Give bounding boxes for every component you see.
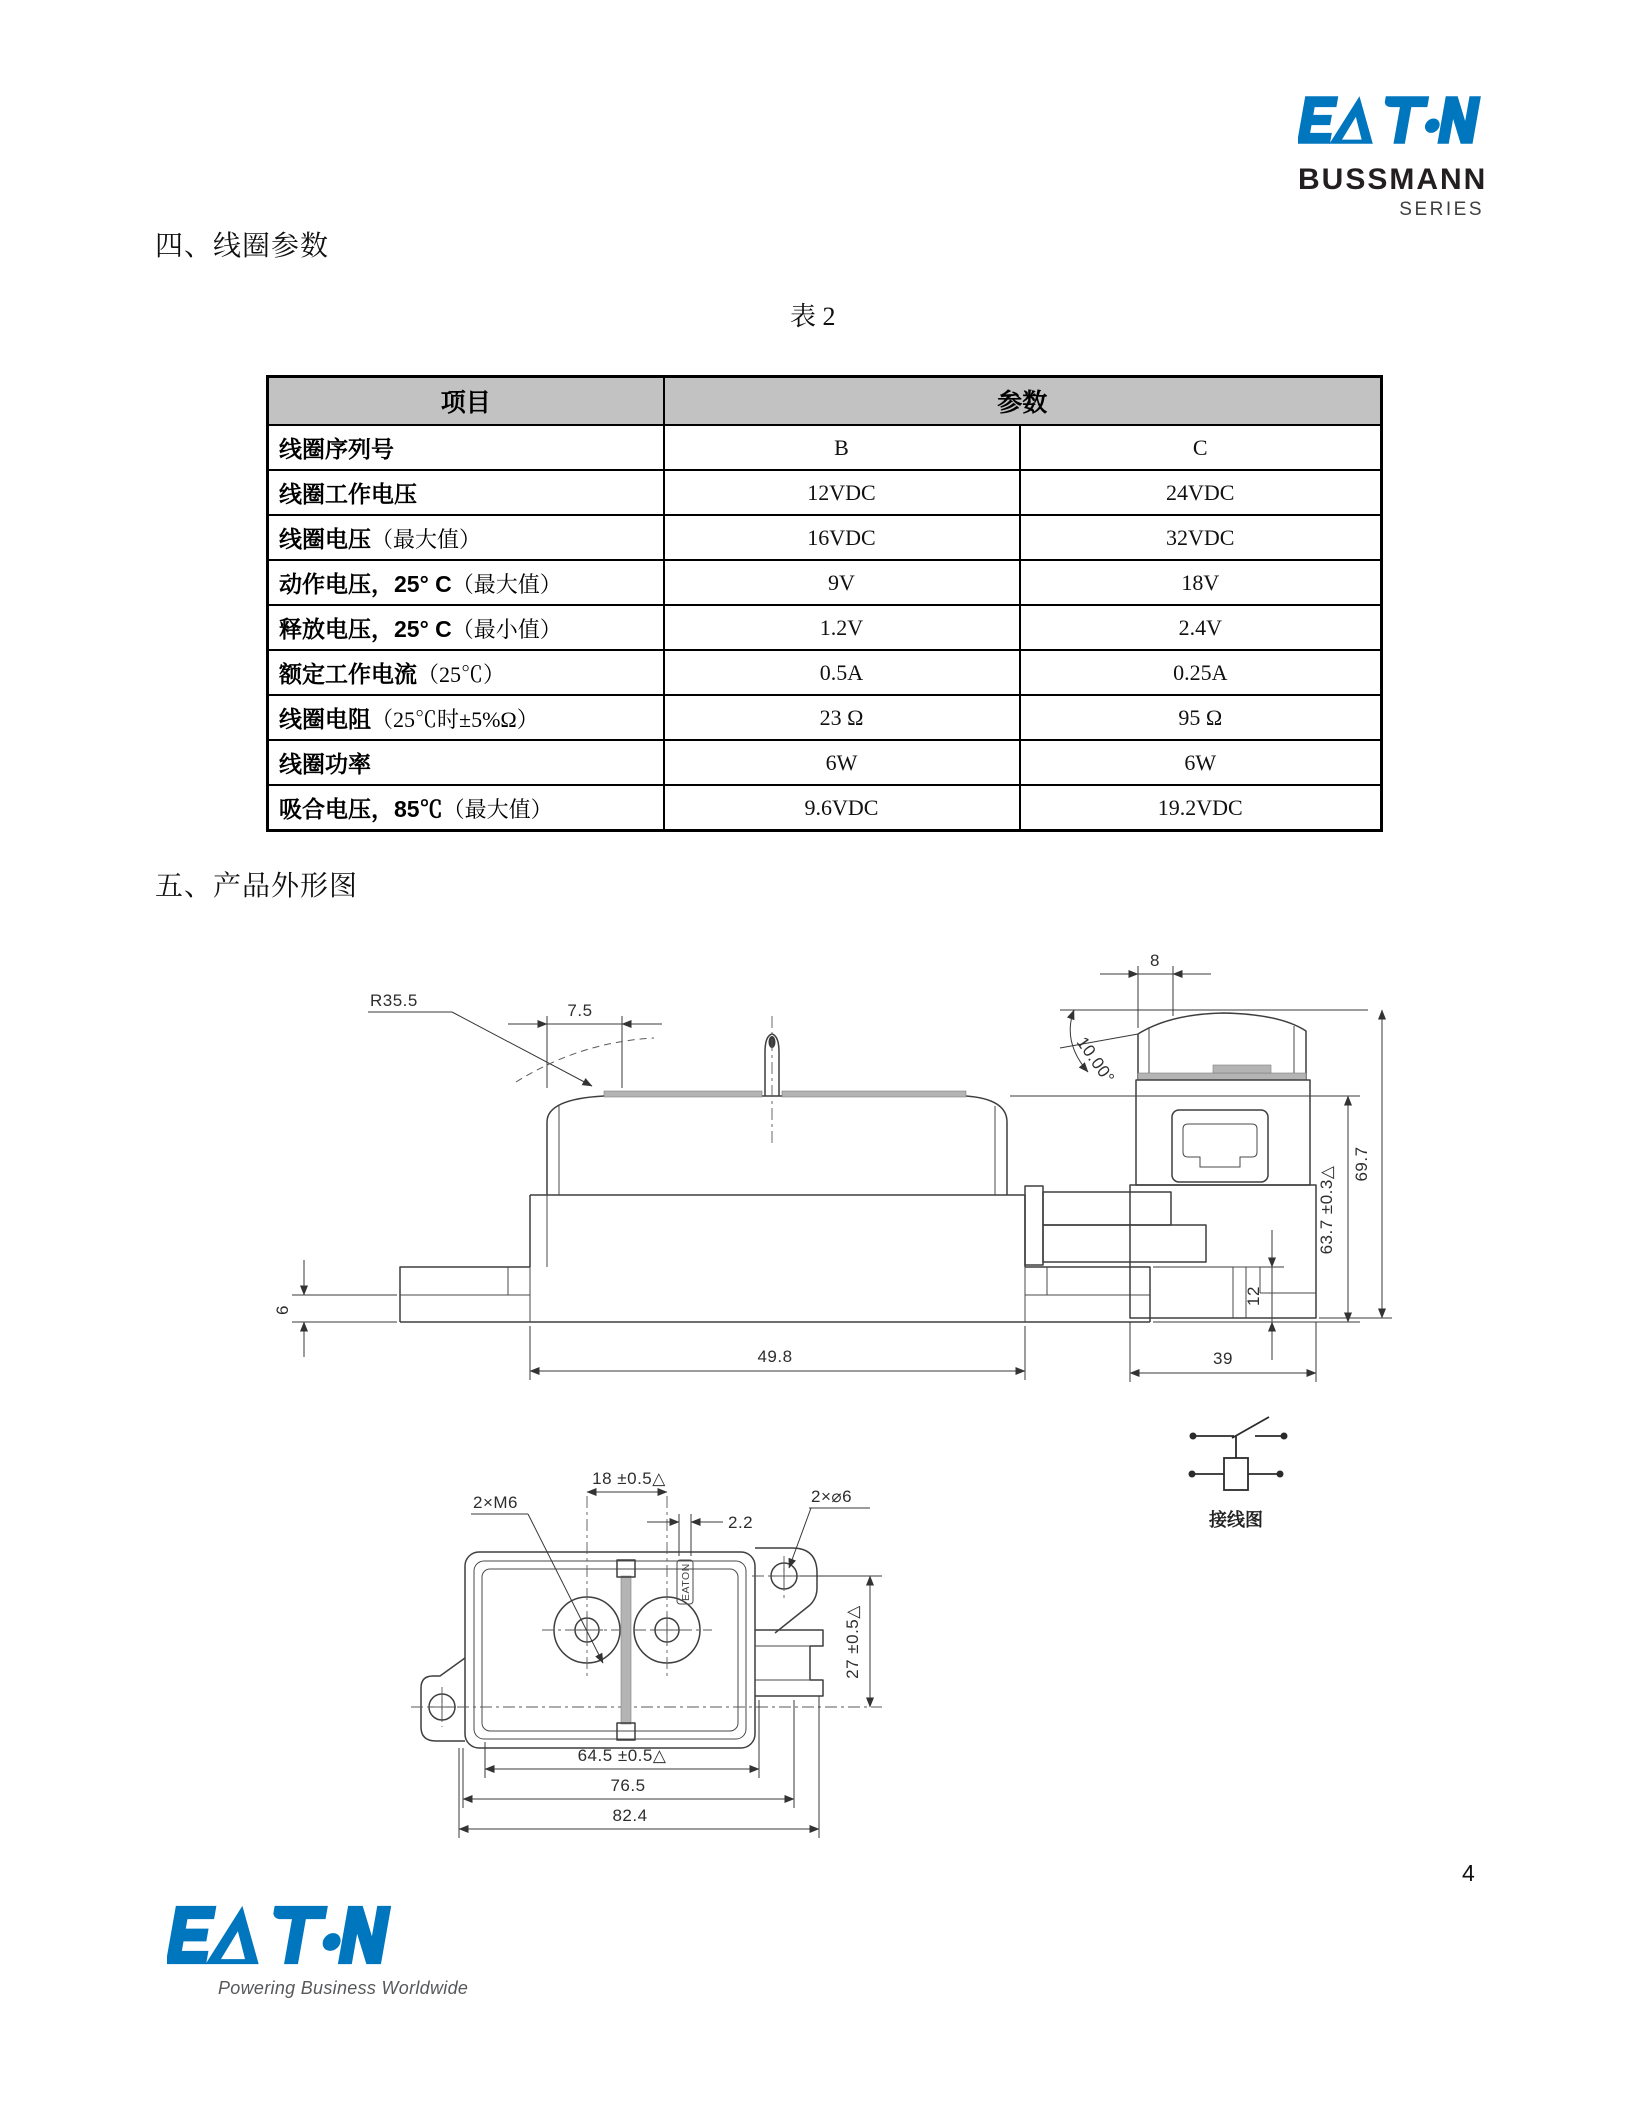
table-row: 吸合电压，85℃（最大值） 9.6VDC 19.2VDC [268, 785, 1382, 831]
label-2xphi6: 2×⌀6 [811, 1487, 853, 1506]
side-view [1060, 951, 1392, 1382]
table-row: 额定工作电流（25℃） 0.5A 0.25A [268, 650, 1382, 695]
dim-top-82-4: 82.4 [612, 1806, 648, 1825]
wiring-schematic [1189, 1417, 1288, 1530]
dim-front-height: 63.7 ±0.3△ [1317, 1165, 1336, 1255]
table-header-row [268, 377, 1382, 426]
section4-title: 四、线圈参数 [155, 231, 330, 262]
page-number: 4 [1462, 1860, 1475, 1886]
dim-front-6: 6 [273, 1305, 292, 1315]
coil-parameters-table [266, 375, 1383, 832]
table-row: 线圈功率 6W 6W [268, 740, 1382, 785]
header-logo-block [1298, 92, 1488, 222]
dim-side-8: 8 [1150, 951, 1160, 970]
dim-top-18: 18 ±0.5△ [592, 1469, 666, 1488]
top-view [411, 1469, 882, 1838]
footer-logo-block [167, 1903, 507, 2013]
dim-front-7-5: 7.5 [567, 1001, 593, 1020]
dim-front-radius: R35.5 [370, 991, 418, 1010]
table-caption: 表 2 [790, 302, 836, 331]
dim-top-27: 27 ±0.5△ [843, 1605, 862, 1679]
table-row: 线圈电阻（25℃时±5%Ω） 23 Ω 95 Ω [268, 695, 1382, 740]
col-header-param: 参数 [664, 377, 1382, 426]
dim-side-width: 39 [1213, 1349, 1233, 1368]
schematic-label: 接线图 [1209, 1510, 1263, 1530]
dim-top-64-5: 64.5 ±0.5△ [577, 1746, 667, 1765]
dim-top-76-5: 76.5 [610, 1776, 646, 1795]
eaton-logo-footer [167, 1903, 395, 1967]
table-row: 线圈工作电压 12VDC 24VDC [268, 470, 1382, 515]
table-row: 线圈序列号 B C [268, 425, 1382, 470]
table-row: 线圈电压（最大值） 16VDC 32VDC [268, 515, 1382, 560]
dim-top-2-2: 2.2 [728, 1513, 754, 1532]
label-2xM6: 2×M6 [473, 1493, 518, 1512]
dim-side-angle: 10.00° [1072, 1033, 1119, 1088]
product-outline-drawing [270, 930, 1430, 1860]
table-row: 动作电压，25° C（最大值） 9V 18V [268, 560, 1382, 605]
dim-front-width: 49.8 [757, 1347, 793, 1366]
table-row: 释放电压，25° C（最小值） 1.2V 2.4V [268, 605, 1382, 650]
section5-title: 五、产品外形图 [155, 871, 359, 902]
dim-side-height: 69.7 [1352, 1146, 1371, 1182]
dim-front-12: 12 [1244, 1286, 1263, 1306]
col-header-item: 项目 [268, 377, 664, 426]
footer-tagline: Powering Business Worldwide [218, 1978, 469, 1998]
series-wordmark: SERIES [1399, 199, 1484, 220]
bussmann-wordmark: BUSSMANN [1298, 163, 1488, 196]
eaton-logo [1298, 92, 1484, 148]
molded-brand-text: EATON [680, 1563, 692, 1601]
